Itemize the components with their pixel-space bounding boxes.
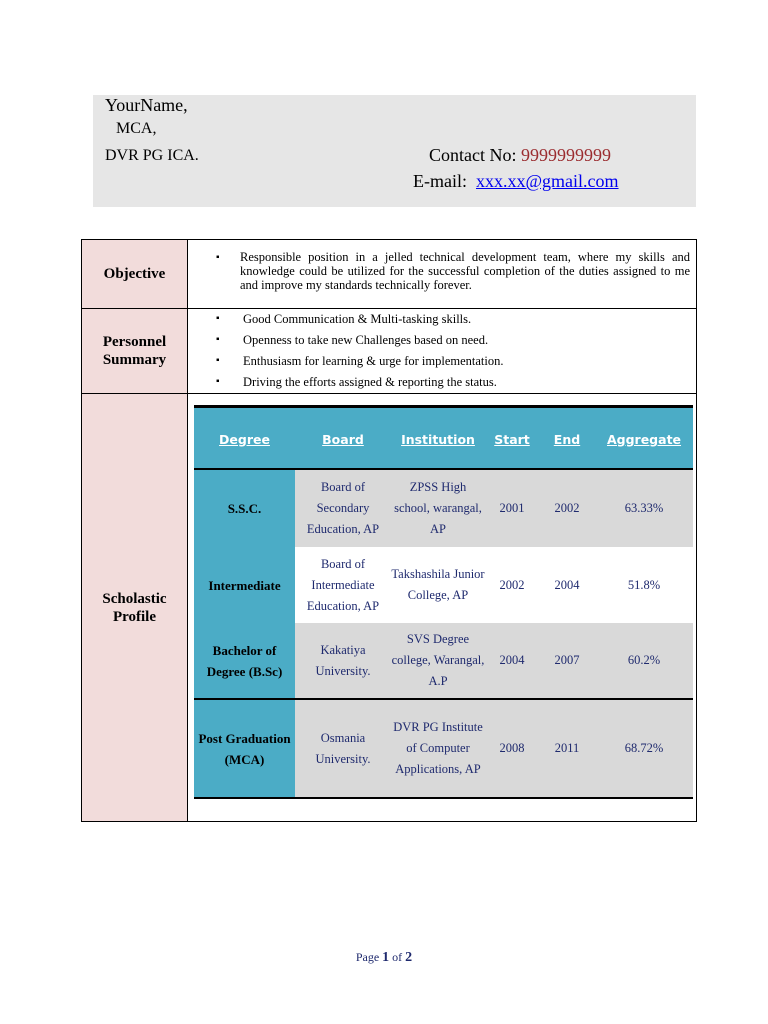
start-cell: 2001: [499, 501, 525, 515]
personnel-list: [216, 309, 504, 393]
header-aggregate: Aggregate: [606, 432, 682, 447]
board-cell: Board of Secondary Education, AP: [306, 480, 380, 536]
aggregate-cell: 60.2%: [627, 653, 661, 667]
degree-cell: Post Graduation (MCA): [194, 700, 295, 797]
table-row: [194, 700, 693, 797]
page-total: 2: [405, 950, 413, 965]
email-line: [413, 171, 619, 192]
objective-label-cell: [82, 240, 188, 308]
table-row: [194, 470, 693, 547]
candidate-degree: MCA,: [116, 120, 157, 137]
list-item: ▪ Openness to take new Challenges based on need.: [243, 330, 503, 351]
list-item: ▪ Good Communication & Multi-tasking skills.: [243, 309, 503, 330]
board-cell: Board of Intermediate Education, AP: [306, 556, 380, 613]
objective-label: Objective: [103, 266, 166, 282]
aggregate-cell: 68.72%: [624, 741, 664, 755]
page-number: [0, 950, 768, 966]
degree-cell: Bachelor of Degree (B.Sc): [194, 623, 295, 698]
list-item: ▪ Enthusiasm for learning & urge for implementation.: [243, 351, 503, 372]
board-cell: Osmania University.: [315, 730, 371, 766]
bullet-icon: ▪: [216, 313, 220, 324]
candidate-name: YourName,: [105, 95, 188, 115]
start-cell: 2002: [499, 577, 525, 592]
objective-text: Responsible position in a jelled technical development team, where my skills and knowledge could be utilized for the successful completion of the duties assigned to me and improve my standards technically forever.: [240, 250, 690, 292]
header-board: Board: [322, 432, 364, 447]
institution-cell: ZPSS High school, warangal, AP: [394, 480, 482, 536]
end-cell: 2004: [554, 577, 580, 592]
institution-cell: DVR PG Institute of Computer Applications, AP: [393, 720, 483, 776]
table-bottom-border: [194, 797, 693, 799]
institution-cell: Takshashila Junior College, AP: [391, 567, 485, 602]
header-end: End: [553, 432, 581, 447]
end-cell: 2007: [554, 653, 580, 667]
list-item: ▪ Driving the efforts assigned & reporting the status.: [243, 372, 503, 393]
aggregate-cell: 63.33%: [624, 501, 664, 515]
education-table: [194, 405, 693, 800]
page-word: Page: [355, 950, 380, 964]
personnel-label: Personnel Summary: [102, 334, 167, 368]
resume-header: [93, 95, 696, 207]
contact-number: 9999999999: [521, 145, 611, 165]
objective-content: [188, 240, 696, 308]
degree-cell: Intermediate: [194, 547, 295, 623]
end-cell: 2002: [554, 501, 580, 515]
aggregate-cell: 51.8%: [627, 577, 661, 592]
email-label: E-mail:: [413, 171, 467, 191]
header-start: Start: [494, 432, 530, 447]
start-cell: 2004: [499, 653, 525, 667]
scholastic-label-cell: [82, 394, 188, 821]
page-current: 1: [382, 950, 390, 965]
institution-cell: SVS Degree college, Warangal, A.P: [391, 632, 485, 688]
contact-label: Contact No:: [429, 145, 517, 165]
bullet-icon: ▪: [216, 376, 220, 387]
header-institution: Institution: [401, 432, 475, 447]
board-cell: Kakatiya University.: [315, 642, 371, 678]
email-link[interactable]: xxx.xx@gmail.com: [475, 171, 619, 191]
personnel-content: [188, 309, 696, 393]
table-row: [194, 547, 693, 623]
of-word: of: [392, 950, 403, 964]
header-degree: Degree: [219, 432, 270, 447]
bullet-icon: ▪: [216, 334, 220, 345]
bullet-icon: ▪: [216, 252, 220, 263]
start-cell: 2008: [499, 741, 525, 755]
personnel-label-cell: [82, 309, 188, 393]
table-row: [194, 623, 693, 698]
bullet-icon: ▪: [216, 355, 220, 366]
degree-cell: S.S.C.: [194, 470, 295, 547]
scholastic-label: Scholastic Profile: [102, 590, 167, 625]
end-cell: 2011: [554, 741, 580, 755]
contact-line: [429, 145, 611, 166]
candidate-institution: DVR PG ICA.: [105, 147, 199, 164]
